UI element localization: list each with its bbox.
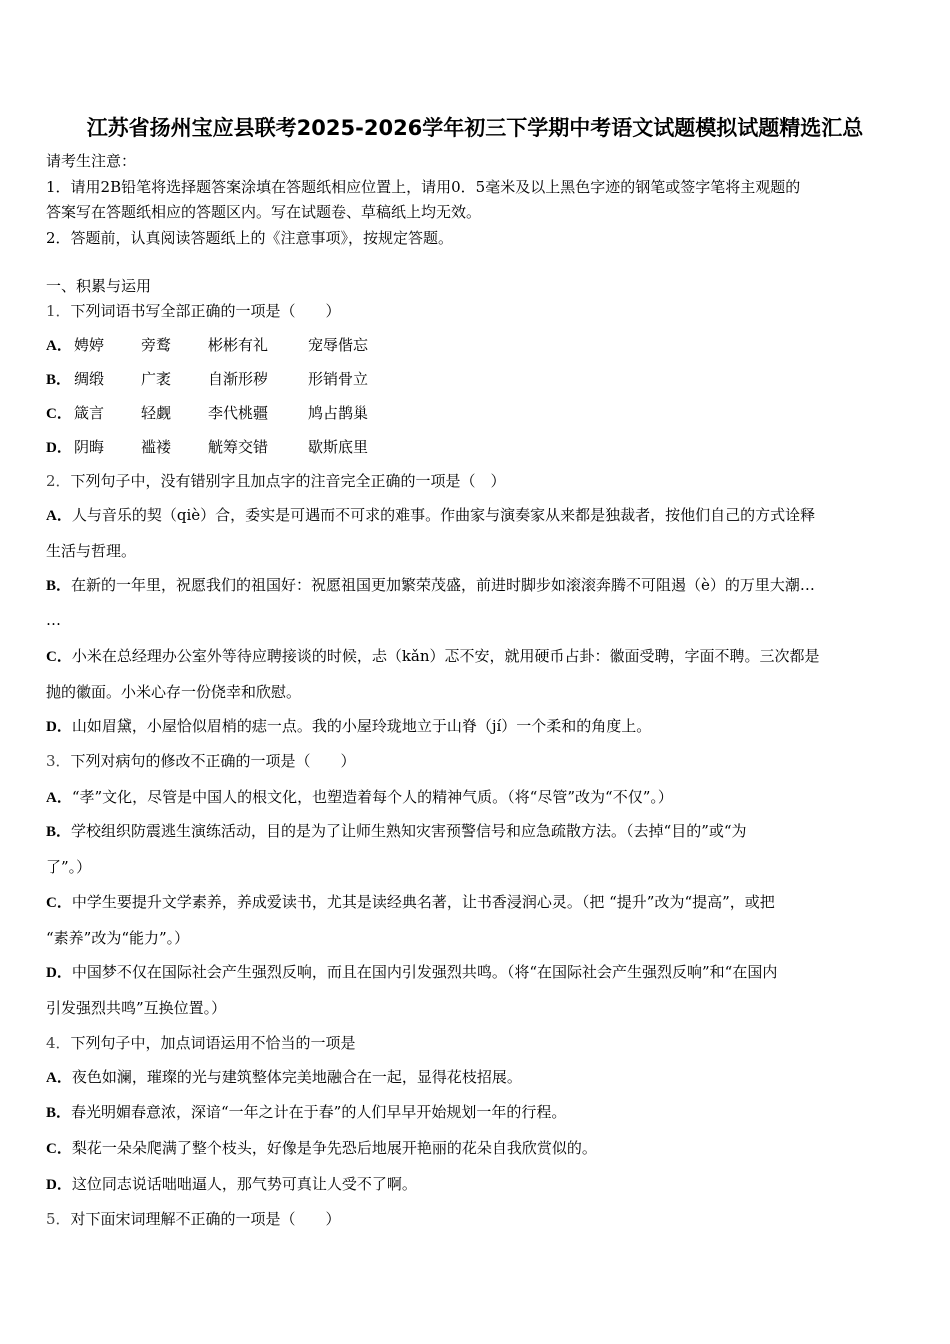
option-label: A．: [46, 338, 72, 354]
question-2-option-a-cont: 生活与哲理。: [46, 542, 137, 560]
question-number: 5．: [46, 1210, 71, 1228]
question-2-option-c: [46, 646, 820, 667]
question-2-option-c-cont: 抛的徽面。小米心存一份侥幸和欣慰。: [46, 683, 302, 701]
option-word: 自渐形秽: [208, 370, 269, 388]
option-label: D．: [46, 965, 72, 981]
question-number: 2．: [46, 472, 71, 490]
option-text: “孝”文化，尽管是中国人的根文化，也塑造着每个人的精神气质。（将“尽管”改为“不仅”。）: [71, 788, 673, 806]
question-3-option-d-cont: 引发强烈共鸣”互换位置。）: [46, 999, 227, 1017]
option-word: 形销骨立: [308, 370, 369, 388]
option-text: 人与音乐的契（qiè）合，委实是可遇而不可求的难事。作曲家与演奏家从来都是独裁者，按他们自己的方式诠释: [71, 506, 816, 524]
option-label: B．: [46, 372, 72, 388]
option-text: 夜色如澜，璀璨的光与建筑整体完美地融合在一起，显得花枝招展。: [71, 1068, 522, 1086]
option-text: 山如眉黛，小屋恰似眉梢的痣一点。我的小屋玲珑地立于山脊（jí）一个柔和的角度上。: [71, 717, 652, 735]
option-label: A．: [46, 790, 72, 806]
question-3-option-a: [46, 787, 673, 808]
notice-heading: 请考生注意：: [46, 152, 137, 170]
question-text: 下列句子中，加点词语运用不恰当的一项是: [70, 1034, 356, 1052]
option-word: 觥筹交错: [208, 438, 269, 456]
question-3-option-c: [46, 892, 775, 913]
option-label: B．: [46, 824, 72, 840]
option-label: D．: [46, 719, 72, 735]
question-2-option-a: [46, 505, 815, 526]
question-3-option-c-cont: “素养”改为“能力”。）: [46, 929, 190, 947]
option-word: 鸠占鹊巢: [308, 404, 369, 422]
option-label: D．: [46, 1177, 72, 1193]
question-5-stem: [46, 1209, 341, 1229]
notice-item-1-cont: 答案写在答题纸相应的答题区内。写在试题卷、草稿纸上均无效。: [46, 203, 482, 221]
question-2-option-b-cont: …: [46, 611, 61, 629]
option-label: B．: [46, 578, 72, 594]
option-label: C．: [46, 406, 72, 422]
question-4-stem: [46, 1033, 356, 1053]
option-text: 中国梦不仅在国际社会产生强烈反响，而且在国内引发强烈共鸣。（将“在国际社会产生强烈反响”和“在国内: [71, 963, 778, 981]
question-text: 下列句子中，没有错别字且加点字的注音完全正确的一项是（ ）: [70, 472, 506, 490]
option-text: 这位同志说话咄咄逼人，那气势可真让人受不了啊。: [71, 1175, 417, 1193]
question-2-option-b: [46, 575, 815, 596]
notice-item-1: 1．请用2B铅笔将选择题答案涂填在答题纸相应位置上，请用0．5毫米及以上黑色字迹的钢笔或签字笔将主观题的: [46, 178, 801, 196]
notice-item-2: 2．答题前，认真阅读答题纸上的《注意事项》，按规定答题。: [46, 229, 454, 247]
option-word: 宠辱偕忘: [308, 336, 369, 354]
option-word: 旁鹜: [141, 336, 172, 354]
question-3-option-b: [46, 821, 747, 842]
option-word: 褴褛: [141, 438, 172, 456]
question-text: 下列对病句的修改不正确的一项是（ ）: [70, 752, 356, 770]
option-text: 梨花一朵朵爬满了整个枝头，好像是争先恐后地展开艳丽的花朵自我欣赏似的。: [71, 1139, 597, 1157]
option-word: 广袤: [141, 370, 172, 388]
option-word: 彬彬有礼: [208, 336, 269, 354]
question-number: 4．: [46, 1034, 71, 1052]
question-3-stem: [46, 751, 356, 771]
question-4-option-b: [46, 1102, 566, 1123]
question-3-option-d: [46, 962, 777, 983]
question-text: 对下面宋词理解不正确的一项是（ ）: [70, 1210, 341, 1228]
option-word: 绸缎: [74, 370, 105, 388]
question-text: 下列词语书写全部正确的一项是（ ）: [70, 302, 341, 320]
question-1-option-d: [46, 437, 368, 458]
option-word: 箴言: [74, 404, 105, 422]
question-1-option-c: [46, 403, 368, 424]
option-word: 娉婷: [74, 336, 105, 354]
question-4-option-a: [46, 1067, 522, 1088]
option-label: B．: [46, 1105, 72, 1121]
option-label: C．: [46, 1141, 72, 1157]
option-label: C．: [46, 895, 72, 911]
option-word: 李代桃疆: [208, 404, 269, 422]
question-4-option-c: [46, 1138, 597, 1159]
option-word: 阴晦: [74, 438, 105, 456]
option-word: 歇斯底里: [308, 438, 369, 456]
option-text: 中学生要提升文学素养，养成爱读书，尤其是读经典名著，让书香浸润心灵。（把 “提升”改为“提高”，或把: [71, 893, 775, 911]
option-label: D．: [46, 440, 72, 456]
option-label: C．: [46, 649, 72, 665]
question-4-option-d: [46, 1174, 417, 1195]
option-text: 在新的一年里，祝愿我们的祖国好：祝愿祖国更加繁荣茂盛，前进时脚步如滚滚奔腾不可阻遏（è）的万里大潮…: [71, 576, 815, 594]
option-label: A．: [46, 1070, 72, 1086]
document-title: 江苏省扬州宝应县联考2025-2026学年初三下学期中考语文试题模拟试题精选汇总: [86, 116, 864, 140]
option-word: 轻觑: [141, 404, 172, 422]
option-text: 学校组织防震逃生演练活动，目的是为了让师生熟知灾害预警信号和应急疏散方法。（去掉“目的”或“为: [71, 822, 747, 840]
question-1-stem: [46, 301, 341, 321]
question-2-option-d: [46, 716, 651, 737]
option-label: A．: [46, 508, 72, 524]
option-text: 春光明媚春意浓，深谙“一年之计在于春”的人们早早开始规划一年的行程。: [71, 1103, 567, 1121]
option-text: 小米在总经理办公室外等待应聘接谈的时候，忐（kǎn）忑不安，就用硬币占卦：徽面受聘，字面不聘。三次都是: [71, 647, 820, 665]
question-1-option-b: [46, 369, 368, 390]
question-2-stem: [46, 471, 506, 491]
question-number: 3．: [46, 752, 71, 770]
section-heading: 一、积累与运用: [46, 277, 152, 295]
question-1-option-a: [46, 335, 368, 356]
question-3-option-b-cont: 了”。）: [46, 858, 92, 876]
question-number: 1．: [46, 302, 71, 320]
